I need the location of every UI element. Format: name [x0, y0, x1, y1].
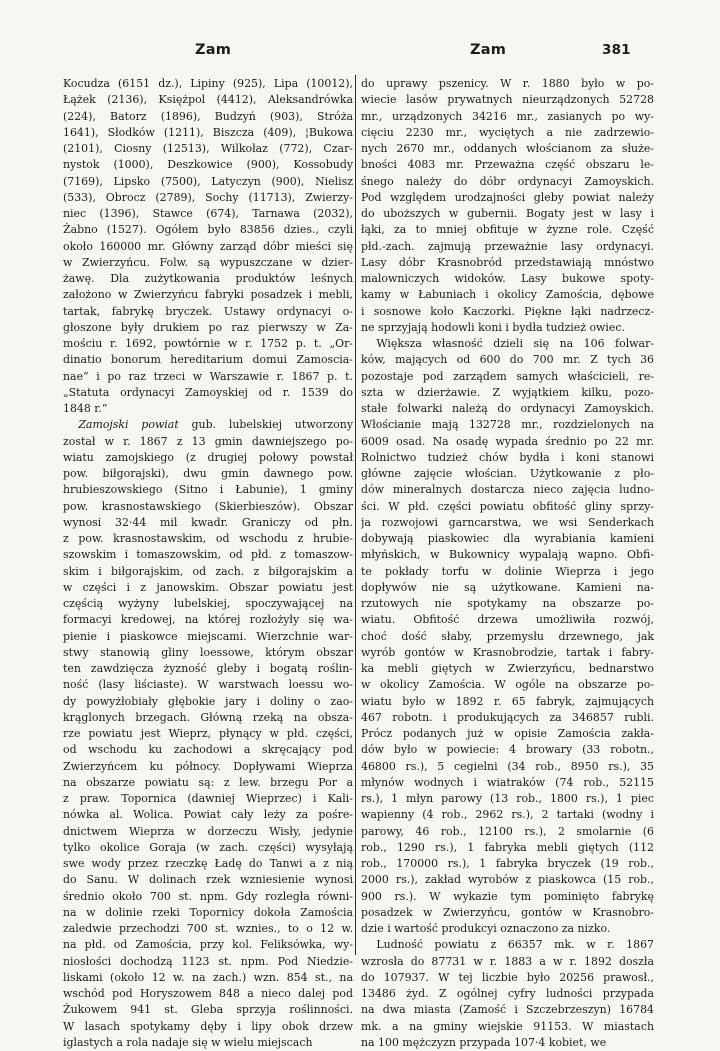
text-line: posadzek w Zwierzyńcu, gontów w Krasnobro-	[361, 905, 654, 919]
text-line: płd.-zach. zajmują przeważnie lasy ordynacyi.	[361, 239, 654, 253]
text-line: do uboższych w gubernii. Bogaty jest w lasy i	[361, 207, 654, 220]
text-line: 1848 r.“	[63, 402, 108, 415]
text-line: z praw. Topornica (dawniej Wieprzec) i Kali-	[63, 792, 353, 805]
text-line: 46800 rs.), 5 cegielni (34 rob., 8950 rs.), 35	[361, 759, 654, 773]
text-line: nówka al. Wolica. Powiat cały leży za pośre-	[63, 808, 353, 822]
text-line: hrubieszowskiego (Sitno i Łabunie), 1 gminy	[63, 483, 353, 497]
text-line: w okolicy Zamościa. W ogóle na obszarze po-	[361, 678, 654, 692]
text-line: głoszone były drukiem po raz pierwszy w Za-	[63, 320, 353, 334]
text-line: ność (lasy liściaste). W warstwach loessu wo-	[63, 678, 353, 692]
left-text-column	[63, 76, 353, 1051]
text-line: dinatio bonorum hereditarium domui Zamoscia-	[63, 353, 353, 367]
text-line: młynów wodnych i wiatraków (74 rob., 52115	[361, 775, 654, 789]
text-line: nae“ i po raz trzeci w Warszawie r. 1867 p. t.	[63, 369, 353, 383]
text-line: 467 robotn. i produkujących za 346857 rubli.	[361, 710, 654, 724]
text-line: ków, mających od 600 do 700 mr. Z tych 36	[361, 353, 654, 367]
text-line: młyńskich, w Bukownicy wypalają wapno. Obfi-	[361, 548, 654, 562]
text-line: wiatu było w 1892 r. 65 fabryk, zajmujących	[361, 694, 654, 708]
text-line: założono w Zwierzyńcu fabryki posadzek i mebli,	[63, 288, 353, 302]
text-line: choć dość słaby, przemysłu drzewnego, jak	[361, 629, 654, 643]
text-line: pienie i piaskowce miejscami. Wierzchnie war-	[63, 629, 353, 643]
text-line: swe wody przez rzeczkę Ładę do Tanwi a z nią	[63, 857, 353, 870]
text-line: 2000 rs.), zakład wyrobów z piaskowca (15 rob.,	[361, 873, 654, 887]
text-line: stwy stanowią gliny loessowe, którym obszar	[63, 645, 353, 659]
text-line: do Sanu. W dolinach rzek wzniesienie wynosi	[63, 873, 353, 887]
text-line: zaledwie przechodzi 700 st. wznies., to o 12 w.	[63, 922, 353, 935]
text-line: krąglonych brzegach. Główną rzeką na obsza-	[63, 710, 353, 724]
text-line: Kocudza (6151 dz.), Lipiny (925), Lipa (10012),	[63, 77, 353, 90]
text-line: skim i biłgorajskim, od zach. z biłgorajskim a	[63, 564, 353, 578]
text-line: (2101), Ciosny (12513), Wilkołaz (772), Czar-	[63, 142, 353, 155]
text-line: od wschodu ku zachodowi a skręcający pod	[63, 743, 353, 757]
text-line: około 160000 mr. Główny zarząd dóbr mieści się	[63, 239, 353, 253]
right-text-column	[361, 76, 654, 1051]
text-line: Żabno (1527). Ogółem było 83856 dzies., czyli	[63, 223, 353, 237]
text-line: ne sprzyjają hodowli koni i bydła tudzież owiec.	[361, 320, 625, 334]
text-line: Ludność powiatu z 66357 mk. w r. 1867	[376, 938, 654, 952]
text-line: śnego należy do dóbr ordynacyi Zamoyskich.	[361, 174, 654, 188]
text-line: ten zawdzięcza żyzność gleby i bogatą roślin-	[63, 662, 353, 675]
text-line: Większa własność dzieli się na 106 folwar-	[376, 337, 654, 350]
text-line: został w r. 1867 z 13 gmin dawniejszego po-	[63, 434, 353, 448]
text-line: niec (1396), Stawce (674), Tarnawa (2032),	[63, 207, 353, 220]
text-line: Zwierzyńcem ku północy. Dopływami Wieprza	[63, 759, 353, 773]
text-line: nych 2670 mr., oddanych włościanom za służe-	[361, 142, 654, 155]
page-number: 381	[602, 42, 631, 58]
text-line: średnio około 700 st. npm. Gdy rozległa równi-	[63, 889, 353, 903]
text-line: parowy, 46 rob., 12100 rs.), 2 smolarnie (6	[361, 824, 654, 838]
text-line: wiatu zamojskiego (z drugiej połowy powstał	[63, 450, 353, 464]
text-line: liskami (około 12 w. na zach.) wzn. 854 st., na	[63, 970, 353, 984]
text-line: Pod względem urodzajności gleby powiat należy	[361, 190, 654, 204]
text-line: dy powyżłobiały głębokie jary i doliny o zao-	[63, 694, 353, 708]
text-line: ka mebli giętych w Zwierzyńcu, bednarstwo	[361, 662, 654, 675]
text-line: kamy w Łabuniach i okolicy Zamościa, dębowe	[361, 288, 654, 302]
text-line: formacyi kredowej, na której rozłożyły się wa-	[63, 613, 353, 627]
text-line: 13486 żyd. Z ogólnej cyfry ludności przypada	[361, 987, 654, 1000]
text-line: na dwa miasta (Zamość i Szczebrzeszyn) 16784	[361, 1003, 654, 1017]
text-line: Zamojski powiat gub. lubelskiej utworzony	[78, 418, 353, 432]
text-line: 1641), Słodków (1211), Biszcza (409), ¦Bukowa	[63, 125, 353, 139]
text-line: rzutowych nie spotykamy na obszarze po-	[361, 597, 654, 610]
text-line: W lasach spotykamy dęby i lipy obok drzew	[63, 1019, 353, 1033]
text-line: wiatu. Obfitość drzewa umożliwiła rozwój,	[361, 613, 654, 627]
text-line: z pow. krasnostawskim, od wschodu z hrubie-	[63, 532, 353, 545]
text-line: rob., 170000 rs.), 1 fabryka bryczek (19 rob.,	[361, 857, 654, 870]
text-line: Prócz podanych już w opisie Zamościa zakła-	[361, 727, 654, 740]
text-line: Łążek (2136), Księżpol (4412), Aleksandrówka	[63, 93, 353, 107]
text-line: częścią wyżyny lubelskiej, spoczywającej na	[63, 597, 353, 610]
text-line: główne zajęcie włościan. Użytkowanie z pło-	[361, 467, 654, 480]
text-line: malowniczych widoków. Lasy bukowe spoty-	[361, 272, 654, 285]
text-line: rob., 1290 rs.), 1 fabryka mebli giętych (112	[361, 840, 654, 854]
text-line: wschód pod Horyszowem 848 a nieco dalej pod	[63, 987, 353, 1000]
text-line: Włościanie mają 132728 mr., rozdzielonych na	[361, 418, 654, 432]
text-line: 900 rs.). W wykazie tym pominięto fabrykę	[361, 889, 654, 903]
text-line: te pokłady torfu w dolinie Wieprza i jego	[361, 564, 654, 578]
text-line: tylko okolice Goraja (w zach. części) wysyłają	[63, 840, 353, 854]
text-line: i sosnowe koło Kaczorki. Piękne łąki nadrzecz-	[361, 304, 654, 318]
text-line: tartak, fabrykę bryczek. Ustawy ordynacyi o-	[63, 304, 353, 318]
text-line: na w dolinie rzeki Topornicy dokoła Zamościa	[63, 905, 353, 919]
text-line: dnictwem Wieprza w dorzeczu Wisły, jedynie	[63, 824, 353, 838]
text-line: na płd. od Zamościa, przy kol. Feliksówka, wy-	[63, 938, 353, 952]
text-line: pow. krasnostawskiego (Skierbieszów). Obszar	[63, 499, 353, 513]
text-line: (533), Obrocz (2789), Sochy (11713), Zwierzy-	[63, 190, 353, 204]
text-line: wynosi 32·44 mil kwadr. Graniczy od płn.	[63, 515, 353, 529]
text-line: dów mineralnych dostarcza nieco zajęcia ludno-	[361, 483, 654, 497]
text-line: dopływów nie są użytkowane. Kamieni na-	[361, 580, 654, 594]
text-line: żawę. Dla zużytkowania produktów leśnych	[63, 272, 353, 285]
text-line: wyrób gontów w Krasnobrodzie, tartak i fabry-	[361, 645, 654, 659]
text-line: do uprawy pszenicy. W r. 1880 było w po-	[361, 77, 654, 90]
text-line: Rolnictwo tudzież chów bydła i koni stanowi	[361, 450, 654, 464]
text-line: ja rozwojowi garncarstwa, we wsi Senderkach	[361, 515, 654, 529]
text-line: szowskim i tomaszowskim, od płd. z tomaszow-	[63, 548, 353, 562]
text-line: mr., urządzonych 34216 mr., zasianych po wy-	[361, 109, 654, 123]
text-line: rze powiatu jest Wieprz, płynący w płd. części,	[63, 727, 353, 740]
text-line: dów było w powiecie: 4 browary (33 robotn.,	[361, 743, 654, 757]
text-line: (7169), Lipsko (7500), Latyczyn (900), Nielisz	[63, 174, 353, 188]
text-line: szta w dzierżawie. Z wyjątkiem kilku, pozo-	[361, 385, 654, 399]
running-head-left: Zam	[195, 42, 232, 58]
text-line: w części i z janowskim. Obszar powiatu jest	[63, 580, 353, 594]
text-line: niosłości dochodzą 1123 st. npm. Pod Niedzie-	[63, 954, 353, 968]
text-line: (224), Batorz (1896), Budzyń (903), Stróża	[63, 109, 353, 123]
running-head-right: Zam	[470, 42, 507, 58]
text-line: w Zwierzyńcu. Folw. są wypuszczane w dzier-	[63, 255, 353, 269]
text-line: łąki, za to mniej obfituje w żyzne role. Część	[361, 223, 654, 237]
text-line: na obszarze powiatu są: z lew. brzegu Por a	[63, 775, 353, 789]
text-line: bności 4083 mr. Przeważna część obszaru le-	[361, 158, 654, 172]
text-line: dzie i wartość produkcyi oznaczono za nizko.	[361, 922, 611, 935]
text-line: 6009 osad. Na osadę wypada średnio po 22 mr.	[361, 434, 654, 448]
text-line: wapienny (4 rob., 2962 rs.), 2 tartaki (wodny i	[361, 808, 654, 822]
text-line: stałe folwarki należą do ordynacyi Zamoyskich.	[361, 402, 654, 415]
text-line: pow. biłgorajski), dwu gmin dawnego pow.	[63, 467, 353, 480]
text-line: cięciu 2230 mr., wyciętych a nie zadrzewio-	[361, 125, 654, 139]
text-line: pozostaje pod zarządem samych właścicieli, re-	[361, 369, 654, 383]
text-line: Lasy dóbr Krasnobród przedstawiają mnóstwo	[361, 255, 654, 269]
text-line: do 107937. W tej liczbie było 20256 prawosł.,	[361, 970, 654, 984]
text-line: na 100 mężczyzn przypada 107·4 kobiet, we	[361, 1035, 607, 1049]
text-line: wiecie lasów prywatnych nieurządzonych 52728	[361, 93, 654, 107]
column-divider	[355, 75, 356, 955]
text-line: nystok (1000), Deszkowice (900), Kossobudy	[63, 158, 353, 172]
text-line: rs.), 1 młyn parowy (13 rob., 1800 rs.), 1 piec	[361, 792, 654, 805]
text-line: mościu r. 1692, powtórnie w r. 1752 p. t. „Or-	[63, 337, 353, 350]
text-line: ści. W płd. części powiatu obfitość gliny sprzy-	[361, 499, 654, 513]
text-line: wzrosła do 87731 w r. 1883 a w r. 1892 doszła	[361, 954, 654, 968]
text-line: iglastych a rola nadaje się w wielu miejscach	[63, 1035, 313, 1049]
text-line: dobywają piaskowiec dla wyrabiania kamieni	[361, 532, 654, 545]
text-line: mk. a na gminy wiejskie 91153. W miastach	[361, 1019, 654, 1033]
text-line: „Statuta ordynacyi Zamoyskiej od r. 1539 do	[63, 385, 353, 399]
text-line: Żukowem 941 st. Gleba sprzyja roślinności.	[63, 1003, 353, 1017]
